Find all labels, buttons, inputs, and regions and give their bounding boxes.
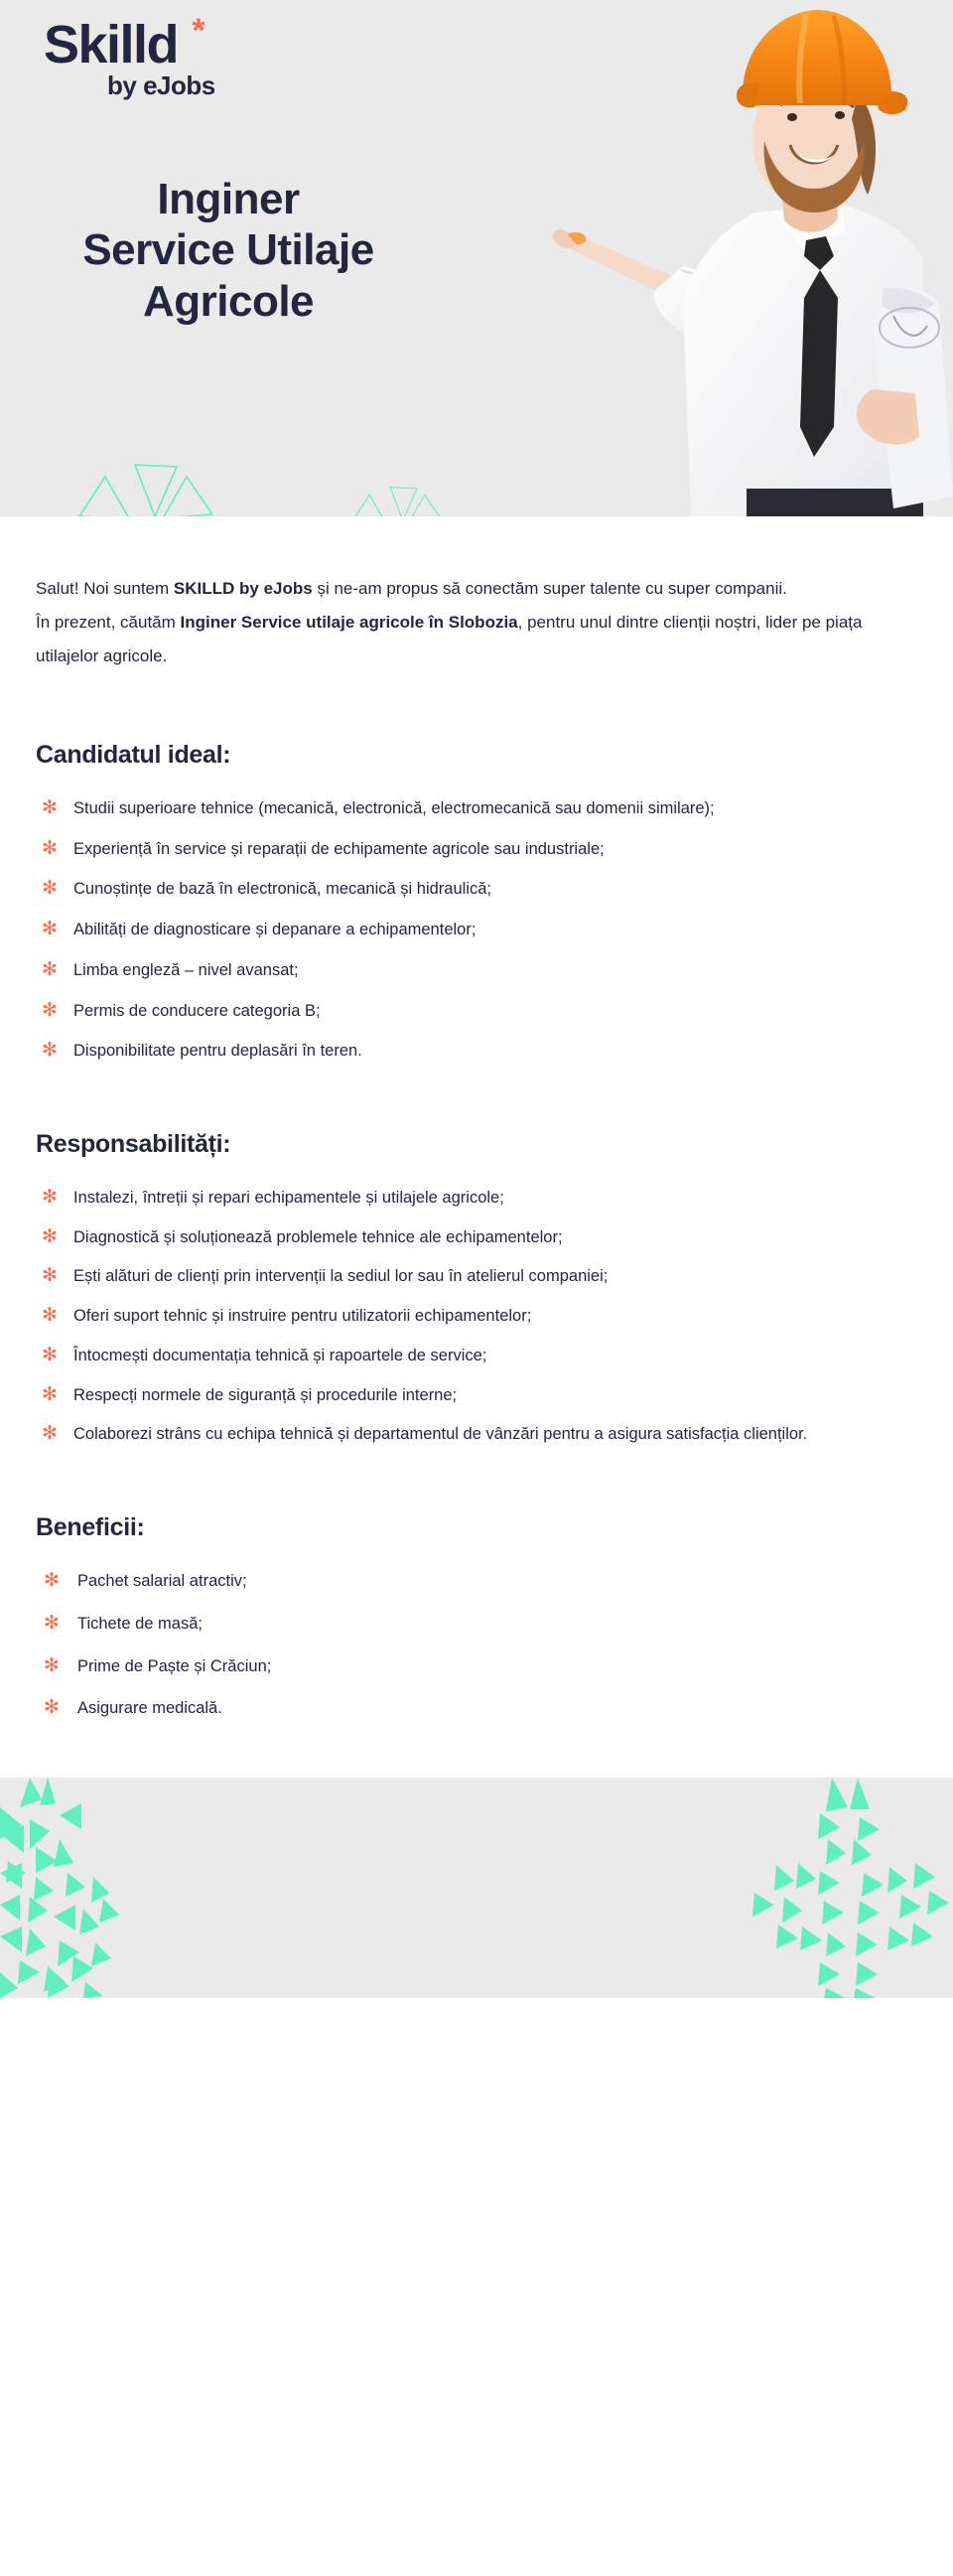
list-item	[36, 1695, 917, 1722]
list-item-text: Întocmești documentația tehnică și rapoartele de service;	[73, 1346, 487, 1364]
list-item	[36, 1224, 917, 1251]
intro-2-role: Inginer Service utilaje agricole în Slobozia	[180, 613, 518, 632]
candidate-heading: Candidatul ideal:	[36, 741, 231, 769]
asterisk-bullet-icon: ✻	[44, 1697, 60, 1719]
list-item	[36, 957, 917, 984]
intro-line-1	[36, 572, 917, 606]
intro-line-2	[36, 606, 917, 673]
asterisk-bullet-icon: ✻	[42, 1265, 58, 1287]
intro-1-pre: Salut! Noi suntem	[36, 579, 174, 598]
list-item	[36, 998, 917, 1025]
list-item-text: Studii superioare tehnice (mecanică, electronică, electromecanică sau domenii similare);	[73, 799, 715, 817]
hero-section	[0, 0, 953, 516]
list-item	[36, 1611, 917, 1638]
asterisk-bullet-icon: ✻	[42, 1305, 58, 1327]
page-title-line-1: Inginer	[157, 175, 300, 223]
asterisk-bullet-icon: ✻	[44, 1654, 60, 1676]
asterisk-bullet-icon: ✻	[42, 958, 58, 980]
benefits-list	[36, 1568, 917, 1722]
asterisk-bullet-icon: ✻	[42, 1040, 58, 1062]
responsibilities-list	[36, 1185, 917, 1448]
hero-photo	[457, 0, 953, 516]
list-item	[36, 1185, 917, 1212]
list-item-text: Diagnostică și soluționează problemele tehnice ale echipamentelor;	[73, 1227, 563, 1246]
section-candidate	[36, 741, 917, 1065]
list-item	[36, 876, 917, 903]
list-item-text: Respecți normele de siguranță și procedurile interne;	[73, 1385, 458, 1404]
intro-2-pre: În prezent, căutăm	[36, 613, 181, 632]
list-item-text: Prime de Paște și Crăciun;	[77, 1656, 272, 1675]
section-responsibilities	[36, 1130, 917, 1448]
triangle-fan-left	[73, 461, 212, 516]
asterisk-bullet-icon: ✻	[42, 878, 58, 900]
section-benefits	[36, 1513, 917, 1722]
list-item-text: Instalezi, întreții și repari echipamentele și utilajele agricole;	[73, 1189, 504, 1208]
list-item	[36, 1343, 917, 1369]
list-item	[36, 836, 917, 863]
hero-triangle-cluster-right	[323, 485, 472, 516]
list-item	[36, 795, 917, 822]
responsibilities-heading: Responsabilități:	[36, 1130, 231, 1159]
candidate-list	[36, 795, 917, 1065]
list-item	[36, 1568, 917, 1595]
list-item	[36, 1421, 917, 1448]
hero-triangle-cluster-left	[73, 461, 212, 516]
list-item-text: Limba engleză – nivel avansat;	[73, 960, 299, 979]
asterisk-icon: *	[192, 12, 204, 50]
page-title-line-2: Service Utilaje	[82, 225, 374, 275]
asterisk-bullet-icon: ✻	[42, 1383, 58, 1405]
triangle-pattern-left	[0, 1778, 228, 1998]
triangle-pattern-right	[725, 1778, 953, 1998]
list-item-text: Tichete de masă;	[77, 1614, 203, 1633]
list-item-text: Asigurare medicală.	[77, 1699, 222, 1718]
asterisk-bullet-icon: ✻	[42, 797, 58, 818]
list-item-text: Colaborezi strâns cu echipa tehnică și departamentul de vânzări pentru a asigura satisfacția clienților.	[73, 1425, 808, 1444]
list-item-text: Ești alături de clienți prin intervenții la sediul lor sau în atelierul companiei;	[73, 1267, 609, 1286]
asterisk-bullet-icon: ✻	[42, 1423, 58, 1445]
engineer-illustration	[457, 0, 953, 516]
list-item	[36, 917, 917, 943]
triangle-fan-right	[323, 485, 472, 516]
asterisk-bullet-icon: ✻	[42, 1187, 58, 1209]
brand-logo	[44, 12, 215, 100]
list-item-text: Oferi suport tehnic și instruire pentru utilizatorii echipamentelor;	[73, 1307, 532, 1326]
logo-tagline: by eJobs	[107, 71, 215, 100]
list-item-text: Disponibilitate pentru deplasări în teren.	[73, 1042, 362, 1061]
asterisk-bullet-icon: ✻	[42, 837, 58, 859]
intro-paragraphs	[36, 572, 917, 673]
intro-2-post: , pentru unul dintre clienții noștri, lider pe piața utilajelor agricole.	[36, 613, 863, 665]
list-item	[36, 1263, 917, 1290]
list-item-text: Permis de conducere categoria B;	[73, 1001, 321, 1020]
asterisk-bullet-icon: ✻	[44, 1570, 60, 1592]
asterisk-bullet-icon: ✻	[44, 1612, 60, 1634]
list-item	[36, 1303, 917, 1330]
asterisk-bullet-icon: ✻	[42, 1225, 58, 1247]
list-item-text: Pachet salarial atractiv;	[77, 1572, 247, 1591]
benefits-heading: Beneficii:	[36, 1513, 145, 1542]
page-title-line-3: Agricole	[142, 276, 315, 326]
page-title	[0, 174, 457, 327]
job-content	[0, 516, 953, 1778]
asterisk-bullet-icon: ✻	[42, 999, 58, 1021]
intro-1-post: și ne-am propus să conectăm super talente cu super companii.	[312, 579, 787, 598]
intro-1-brand: SKILLD by eJobs	[173, 579, 313, 598]
list-item-text: Cunoștințe de bază în electronică, mecanică și hidraulică;	[73, 880, 491, 899]
asterisk-bullet-icon: ✻	[42, 1344, 58, 1365]
logo-wordmark	[44, 12, 204, 74]
list-item-text: Experiență în service și reparații de echipamente agricole sau industriale;	[73, 839, 605, 858]
list-item	[36, 1653, 917, 1680]
list-item-text: Abilități de diagnosticare și depanare a echipamentelor;	[73, 921, 476, 939]
logo-wordmark-text: Skilld	[44, 15, 179, 74]
list-item	[36, 1038, 917, 1065]
footer-decoration	[0, 1778, 953, 1998]
asterisk-bullet-icon: ✻	[42, 919, 58, 940]
list-item	[36, 1382, 917, 1409]
